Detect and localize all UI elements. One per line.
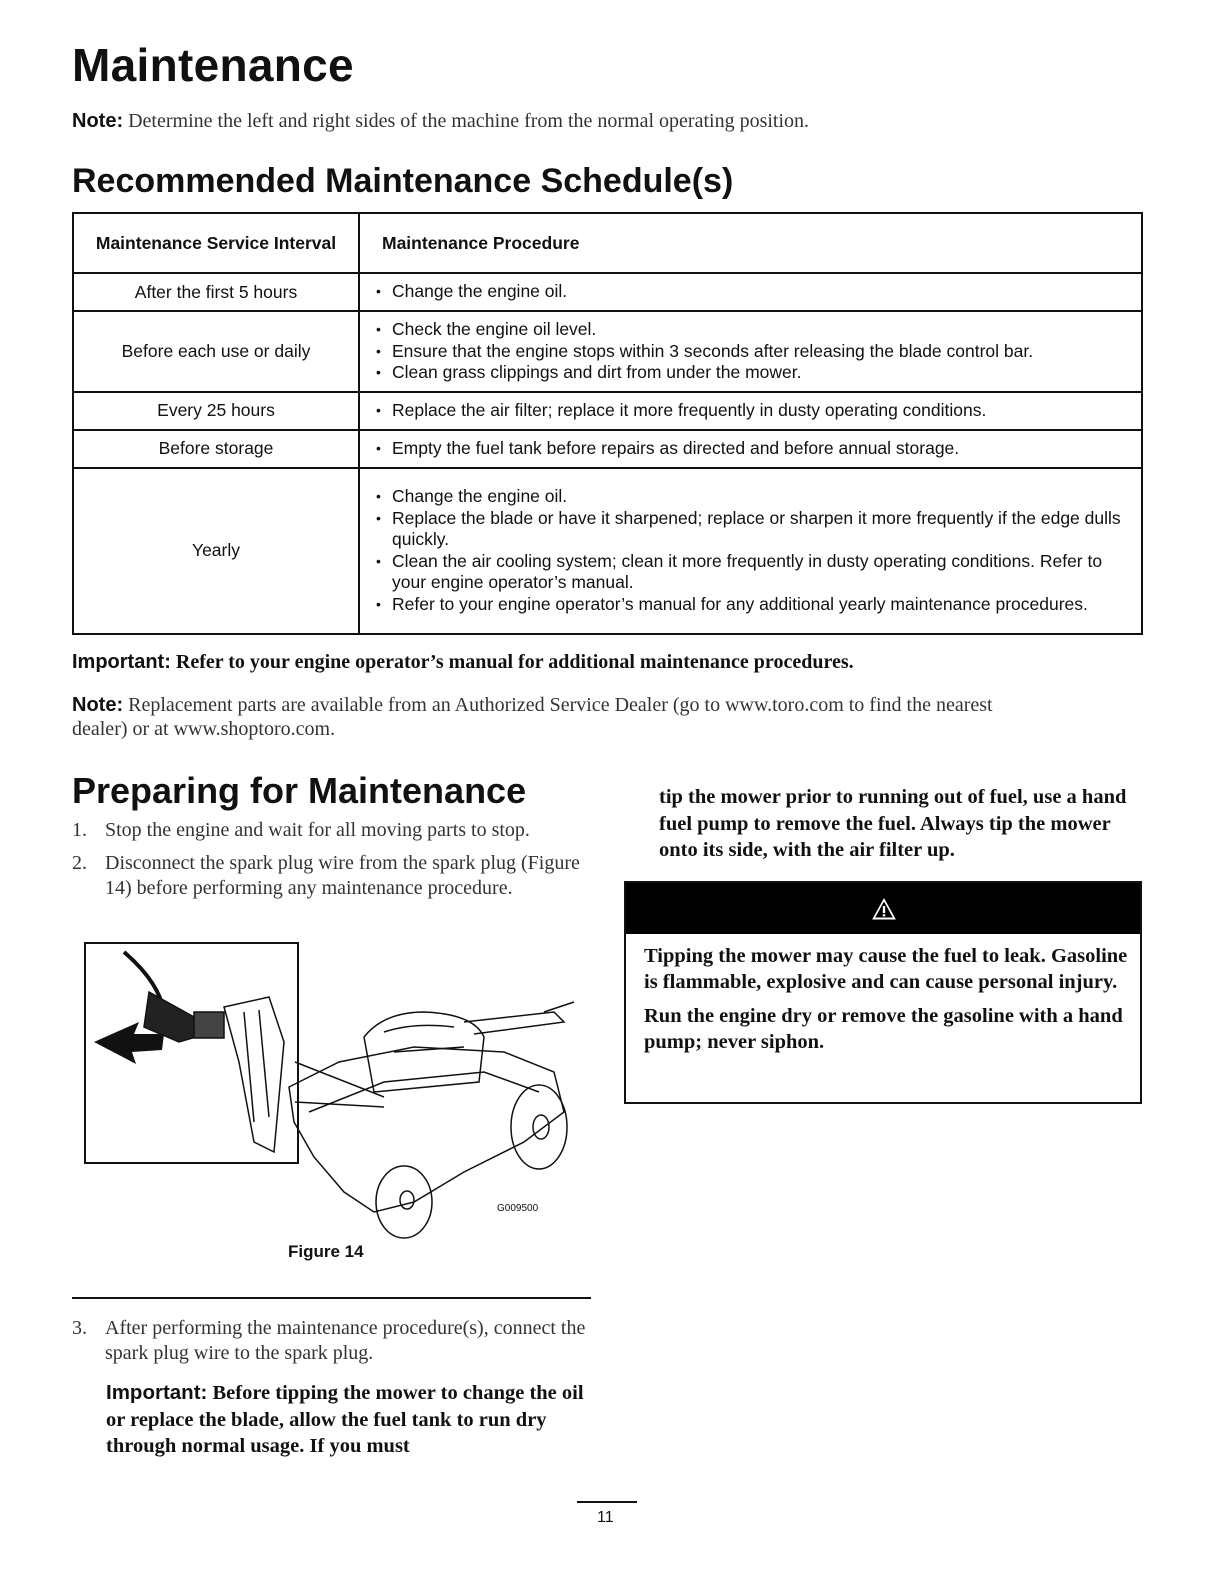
warning-paragraph: Tipping the mower may cause the fuel to leak. Gasoline is flammable, explosive and can cause personal injury. bbox=[644, 945, 1128, 993]
warning-header bbox=[626, 883, 1140, 934]
note-text: Determine the left and right sides of the machine from the normal operating position. bbox=[128, 110, 810, 132]
note-text-line2: dealer) or at www.shoptoro.com. bbox=[72, 718, 336, 740]
procedure-cell bbox=[359, 468, 1142, 634]
step-text: After performing the maintenance procedure(s), connect the spark plug wire to the spark plug. bbox=[105, 1317, 586, 1364]
procedure-item: • Change the engine oil. bbox=[374, 486, 1131, 508]
step-text: Disconnect the spark plug wire from the spark plug (Figure 14) before performing any maintenance procedure. bbox=[105, 852, 580, 899]
table-row bbox=[73, 273, 1142, 311]
note-text-line1: Replacement parts are available from an Authorized Service Dealer (go to www.toro.com to find the nearest bbox=[128, 694, 993, 716]
list-item bbox=[72, 851, 592, 901]
table-row bbox=[73, 392, 1142, 430]
procedure-item: • Empty the fuel tank before repairs as directed and before annual storage. bbox=[374, 438, 1131, 460]
schedule-heading: Recommended Maintenance Schedule(s) bbox=[72, 162, 734, 200]
list-item bbox=[72, 818, 592, 843]
tipping-important-notice bbox=[106, 1380, 596, 1460]
interval-cell: Before storage bbox=[73, 430, 359, 468]
column-header-procedure: Maintenance Procedure bbox=[359, 213, 1142, 273]
page-number: 11 bbox=[597, 1509, 614, 1526]
interval-cell: Yearly bbox=[73, 468, 359, 634]
page-title: Maintenance bbox=[72, 39, 354, 91]
warning-paragraph: Run the engine dry or remove the gasoline with a hand pump; never siphon. bbox=[644, 1005, 1123, 1053]
figure-caption: Figure 14 bbox=[288, 1242, 364, 1261]
divider bbox=[72, 1297, 591, 1299]
important-text: Refer to your engine operator’s manual for additional maintenance procedures. bbox=[175, 651, 854, 673]
important-notice bbox=[72, 651, 854, 674]
table-row bbox=[73, 430, 1142, 468]
warning-body bbox=[644, 943, 1129, 1063]
table-row bbox=[73, 311, 1142, 392]
column-header-interval: Maintenance Service Interval bbox=[73, 213, 359, 273]
important-label: Important: bbox=[72, 651, 171, 673]
replacement-parts-note bbox=[72, 693, 1152, 741]
important-text: Before tipping the mower to change the oil or replace the blade, allow the fuel tank to run dry through normal usage. If you must bbox=[106, 1382, 584, 1457]
procedure-cell bbox=[359, 392, 1142, 430]
step-number: 2. bbox=[72, 852, 87, 874]
procedure-item: • Replace the blade or have it sharpened; replace or sharpen it more frequently if the edge dulls quickly. bbox=[374, 508, 1131, 551]
note-label: Note: bbox=[72, 110, 124, 132]
procedure-item: • Replace the air filter; replace it more frequently in dusty operating conditions. bbox=[374, 400, 1131, 422]
procedure-item: • Refer to your engine operator’s manual for any additional yearly maintenance procedures. bbox=[374, 594, 1131, 616]
operating-position-note bbox=[72, 110, 809, 133]
interval-cell: Every 25 hours bbox=[73, 392, 359, 430]
step-number: 3. bbox=[72, 1317, 87, 1339]
procedure-cell bbox=[359, 311, 1142, 392]
post-maintenance-steps bbox=[72, 1316, 592, 1374]
step-text: Stop the engine and wait for all moving parts to stop. bbox=[105, 819, 530, 841]
continued-text: tip the mower prior to running out of fuel, use a hand fuel pump to remove the fuel. Always tip the mower onto its side, with the air filter up. bbox=[659, 786, 1127, 861]
procedure-cell bbox=[359, 273, 1142, 311]
maintenance-schedule-table bbox=[72, 212, 1143, 635]
page-number-rule bbox=[577, 1501, 637, 1503]
warning-triangle-icon bbox=[871, 897, 897, 921]
interval-cell: After the first 5 hours bbox=[73, 273, 359, 311]
procedure-item: • Check the engine oil level. bbox=[374, 319, 1131, 341]
warning-box bbox=[624, 881, 1142, 1104]
procedure-item: • Clean grass clippings and dirt from under the mower. bbox=[374, 362, 1131, 384]
important-label: Important: bbox=[106, 1381, 208, 1404]
procedure-item: • Clean the air cooling system; clean it more frequently in dusty operating conditions. Refer to your engine operator’s manual. bbox=[374, 551, 1131, 594]
procedure-item: • Ensure that the engine stops within 3 seconds after releasing the blade control bar. bbox=[374, 341, 1131, 363]
preparing-heading: Preparing for Maintenance bbox=[72, 770, 527, 811]
procedure-cell bbox=[359, 430, 1142, 468]
note-label: Note: bbox=[72, 694, 124, 716]
preparation-steps bbox=[72, 818, 592, 909]
procedure-item: • Change the engine oil. bbox=[374, 281, 1131, 303]
interval-cell: Before each use or daily bbox=[73, 311, 359, 392]
list-item bbox=[72, 1316, 592, 1366]
figure-code: G009500 bbox=[497, 1203, 539, 1214]
step-number: 1. bbox=[72, 819, 87, 841]
table-row bbox=[73, 468, 1142, 634]
figure-zoom-frame bbox=[84, 942, 299, 1164]
